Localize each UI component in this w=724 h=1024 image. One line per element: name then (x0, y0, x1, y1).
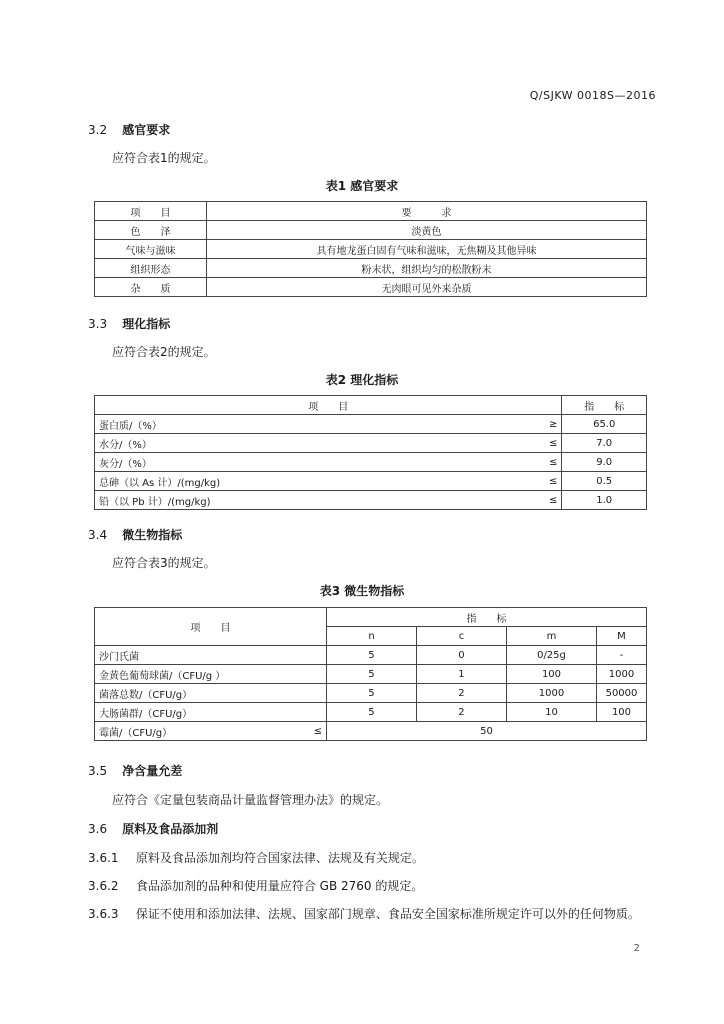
table-cell: 总砷（以 As 计）/(mg/kg) (95, 472, 538, 491)
table-header-row (95, 202, 647, 221)
section-heading-3-6 (88, 820, 218, 837)
microbial-table (94, 607, 647, 741)
clause-3-6-3 (88, 905, 678, 922)
section-text: 应符合表2的规定。 (112, 345, 216, 359)
sensory-table (94, 201, 647, 297)
table-row (95, 684, 647, 703)
table-cell: 2 (416, 703, 506, 722)
table-cell: 粉末状，组织均匀的松散粉末 (207, 259, 647, 278)
clause-number: 3.6.2 (88, 879, 119, 893)
table-header-cell: 指 标 (562, 396, 647, 415)
section-text: 应符合表1的规定。 (112, 151, 216, 165)
table-cell-symbol: ≤ (538, 472, 562, 491)
table-cell-symbol: ≤ (306, 722, 326, 741)
table-cell: 铅（以 Pb 计）/(mg/kg) (95, 491, 538, 510)
table-cell: 1000 (506, 684, 596, 703)
clause-number: 3.6.3 (88, 907, 119, 921)
table-cell: 霉菌/（CFU/g） (95, 722, 307, 741)
table-header-cell: M (596, 627, 646, 646)
table-cell-symbol: ≤ (538, 491, 562, 510)
table-caption: 表2 理化指标 (325, 373, 399, 387)
table-row (95, 722, 647, 741)
table-cell: 0 (416, 646, 506, 665)
table-cell: 无肉眼可见外来杂质 (207, 278, 647, 297)
table-row (95, 221, 647, 240)
section-heading-3-5 (88, 762, 182, 779)
table-cell: 10 (506, 703, 596, 722)
table-cell: 5 (326, 646, 416, 665)
table-cell: 9.0 (562, 453, 647, 472)
table-cell: 杂 质 (95, 278, 207, 297)
table-cell: 灰分/（%） (95, 453, 538, 472)
table-row (95, 646, 647, 665)
table-header-cell: 项 目 (95, 396, 562, 415)
clause-text: 食品添加剂的品种和使用量应符合 GB 2760 的规定。 (135, 879, 424, 893)
table-cell: 5 (326, 684, 416, 703)
table-cell-symbol: ≤ (538, 453, 562, 472)
clause-number: 3.6.1 (88, 851, 119, 865)
table-cell: 0/25g (506, 646, 596, 665)
table-header-cell: 要 求 (207, 202, 647, 221)
table-row (95, 703, 647, 722)
table-cell: 淡黄色 (207, 221, 647, 240)
table-row (95, 240, 647, 259)
physicochemical-table (94, 395, 647, 510)
table-row (95, 665, 647, 684)
clause-text: 保证不使用和添加法律、法规、国家部门规章、食品安全国家标准所规定许可以外的任何物质。 (135, 907, 640, 921)
document-code: Q/SJKW 0018S—2016 (529, 89, 656, 102)
table-row (95, 453, 647, 472)
section-title: 感官要求 (122, 123, 171, 137)
table-cell: 气味与滋味 (95, 240, 207, 259)
table-row (95, 491, 647, 510)
table-row (95, 259, 647, 278)
table-row (95, 278, 647, 297)
section-title: 原料及食品添加剂 (122, 822, 219, 836)
section-title: 微生物指标 (122, 528, 183, 542)
table-cell: 金黄色葡萄球菌/（CFU/g ） (95, 665, 327, 684)
table-cell: 1.0 (562, 491, 647, 510)
table-row (95, 434, 647, 453)
section-title: 净含量允差 (122, 764, 183, 778)
clause-3-6-1 (88, 849, 424, 866)
table-cell: 2 (416, 684, 506, 703)
clause-3-6-2 (88, 877, 423, 894)
table-row (95, 415, 647, 434)
section-heading-3-4 (88, 526, 182, 543)
table-header-cell: m (506, 627, 596, 646)
section-number: 3.4 (88, 528, 108, 542)
table-cell: 菌落总数/（CFU/g） (95, 684, 327, 703)
table-cell-symbol: ≥ (538, 415, 562, 434)
table-cell: 色 泽 (95, 221, 207, 240)
table-header-row (95, 608, 647, 627)
section-number: 3.3 (88, 317, 108, 331)
page-number: 2 (633, 943, 640, 954)
table-cell: 100 (506, 665, 596, 684)
table-cell: 50 (326, 722, 646, 741)
table-cell: 1 (416, 665, 506, 684)
table-header-cell: 项 目 (95, 608, 327, 646)
section-number: 3.6 (88, 822, 108, 836)
table-cell: 7.0 (562, 434, 647, 453)
table-cell: - (596, 646, 646, 665)
table-cell: 0.5 (562, 472, 647, 491)
table-header-cell: n (326, 627, 416, 646)
table-header-row (95, 396, 647, 415)
table-cell: 大肠菌群/（CFU/g） (95, 703, 327, 722)
section-title: 理化指标 (122, 317, 171, 331)
table-caption: 表3 微生物指标 (319, 584, 405, 598)
section-heading-3-2 (88, 121, 170, 138)
table-header-cell: c (416, 627, 506, 646)
table-cell: 水分/（%） (95, 434, 538, 453)
section-number: 3.2 (88, 123, 108, 137)
table-row (95, 472, 647, 491)
clause-text: 原料及食品添加剂均符合国家法律、法规及有关规定。 (135, 851, 424, 865)
table-caption: 表1 感官要求 (325, 179, 399, 193)
section-heading-3-3 (88, 315, 170, 332)
section-text: 应符合表3的规定。 (112, 556, 216, 570)
table-cell: 50000 (596, 684, 646, 703)
table-cell: 100 (596, 703, 646, 722)
table-cell: 5 (326, 665, 416, 684)
table-cell-symbol: ≤ (538, 434, 562, 453)
table-header-cell: 项 目 (95, 202, 207, 221)
table-cell: 具有地龙蛋白固有气味和滋味，无焦糊及其他异味 (207, 240, 647, 259)
table-cell: 蛋白质/（%） (95, 415, 538, 434)
table-header-cell: 指 标 (326, 608, 646, 627)
table-cell: 1000 (596, 665, 646, 684)
table-cell: 组织形态 (95, 259, 207, 278)
section-number: 3.5 (88, 764, 108, 778)
table-cell: 沙门氏菌 (95, 646, 327, 665)
section-text: 应符合《定量包装商品计量监督管理办法》的规定。 (112, 793, 389, 807)
table-cell: 65.0 (562, 415, 647, 434)
table-cell: 5 (326, 703, 416, 722)
